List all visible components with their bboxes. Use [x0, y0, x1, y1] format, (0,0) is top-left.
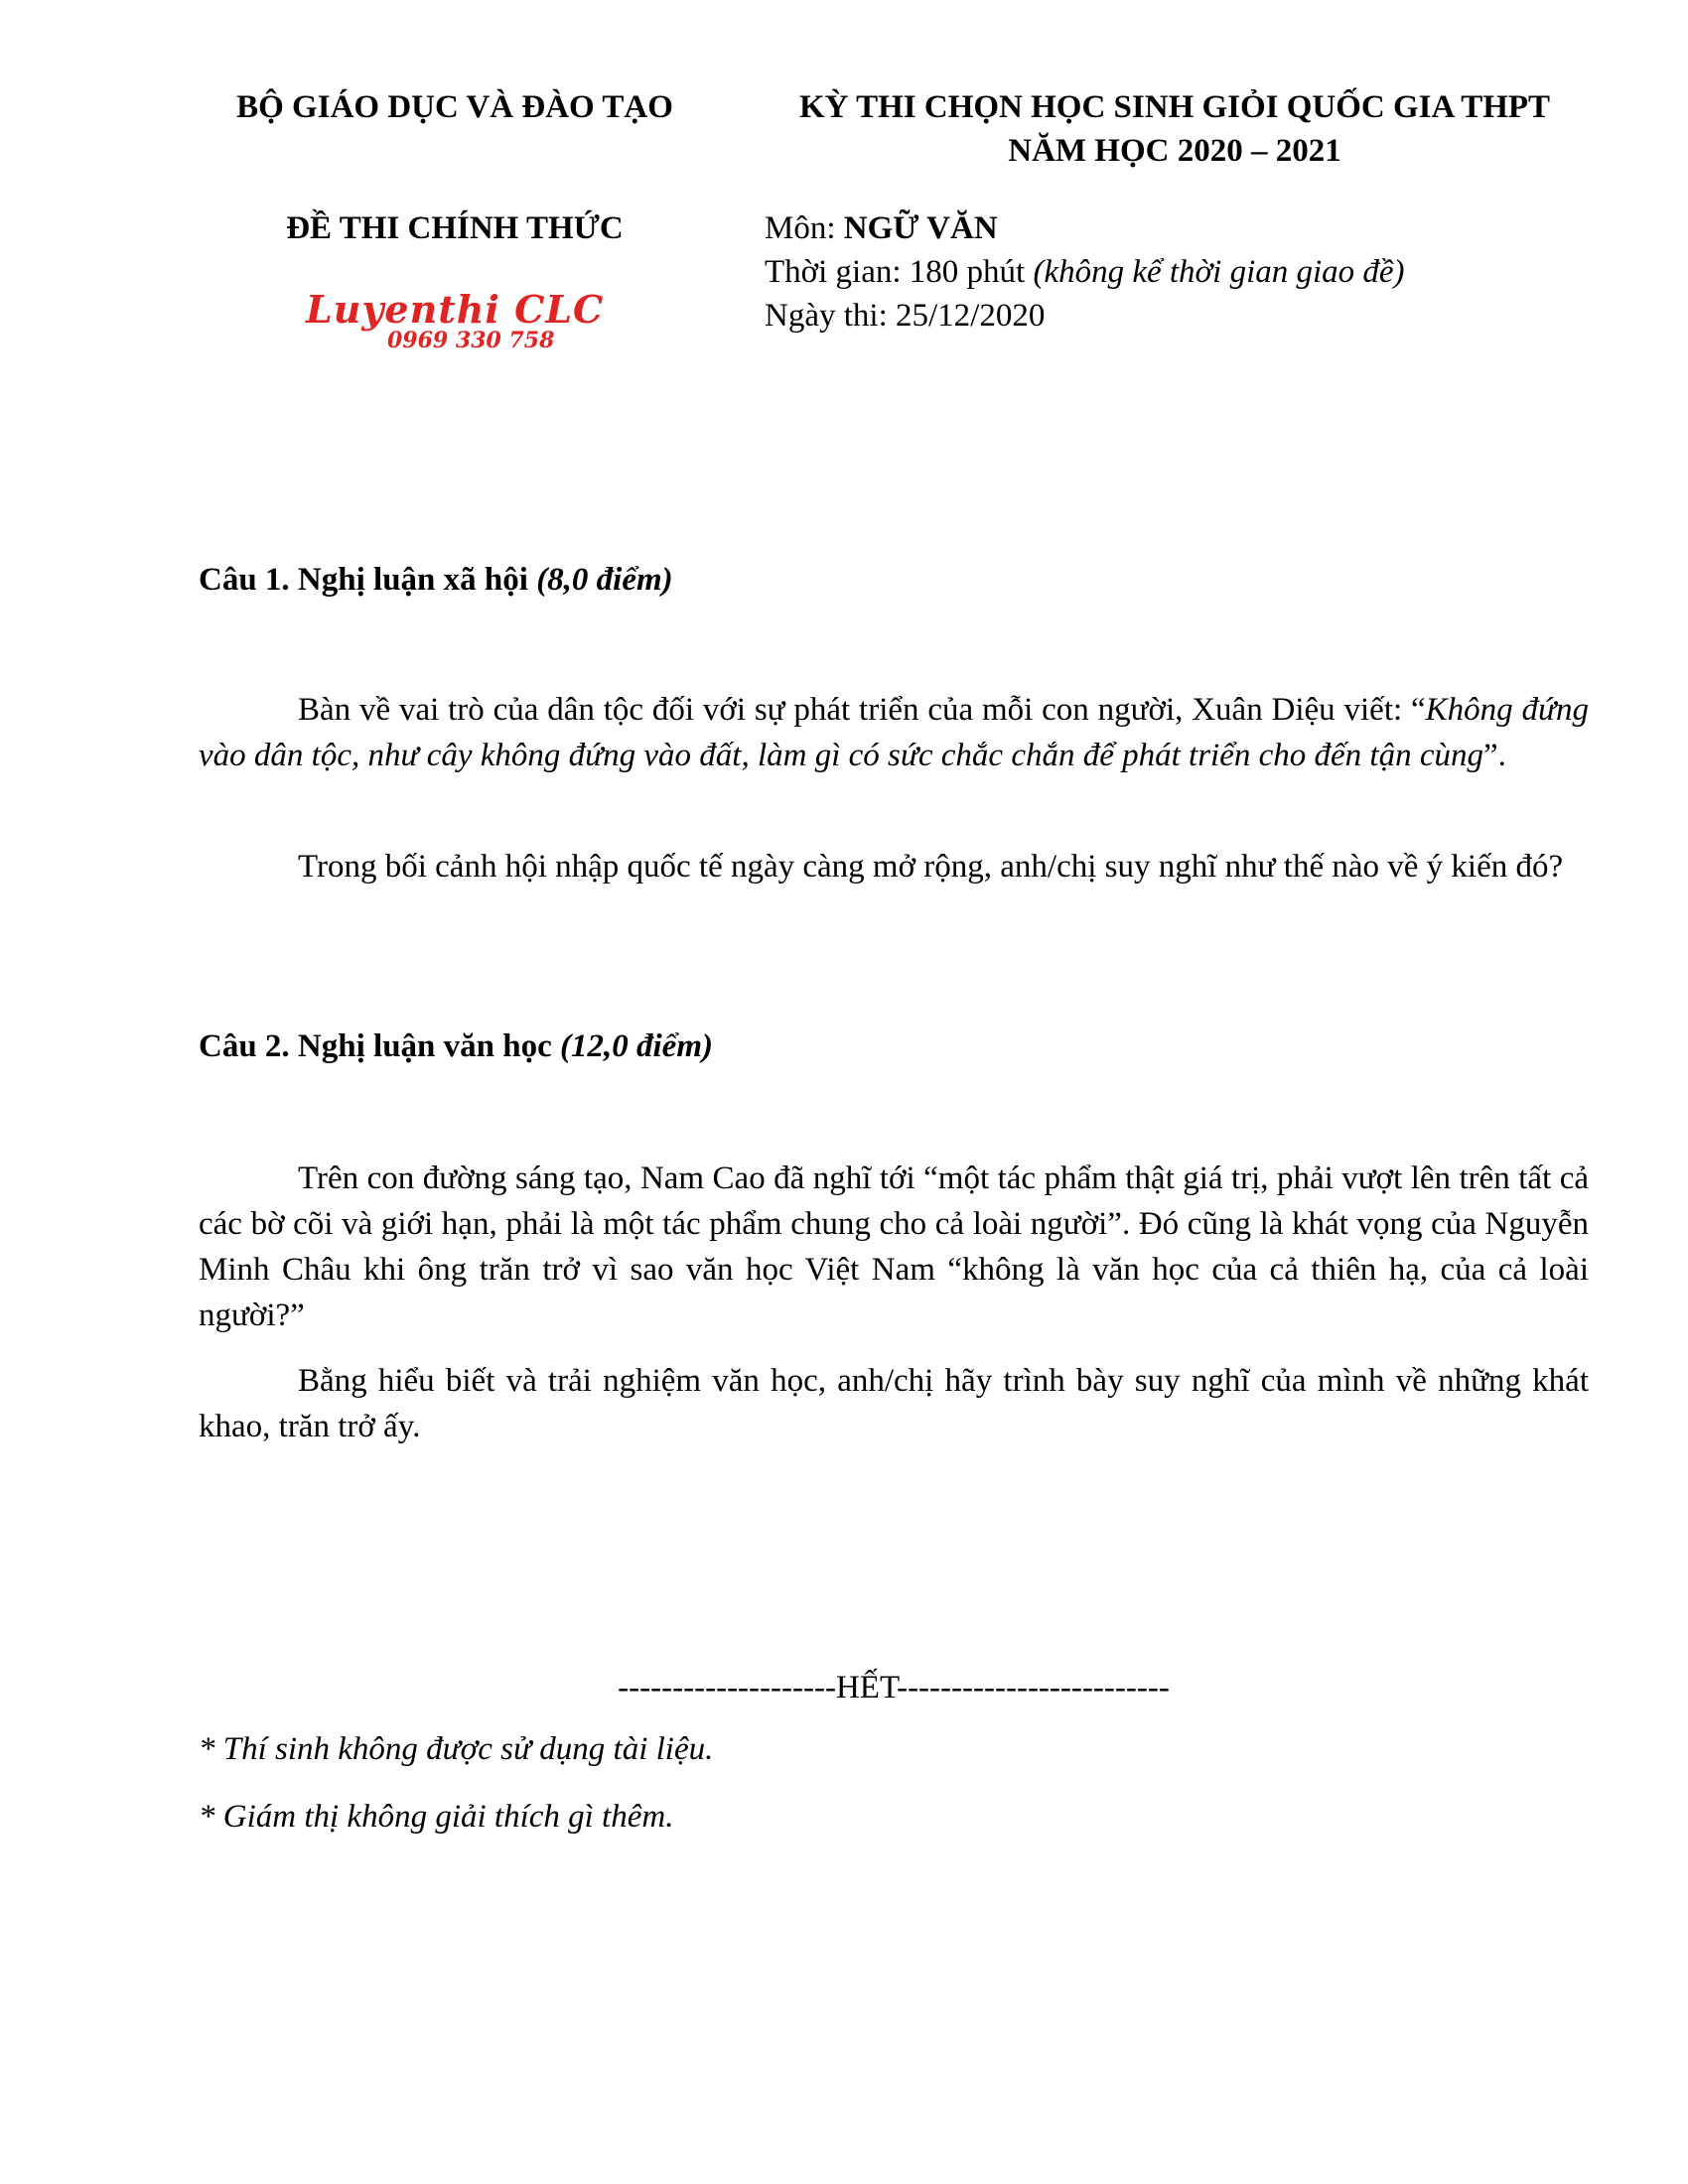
question1-points: (8,0 điểm): [536, 562, 673, 598]
note-no-materials: * Thí sinh không được sử dụng tài liệu.: [199, 1731, 714, 1767]
question1-title: Câu 1. Nghị luận xã hội: [199, 562, 537, 598]
ministry-name: BỘ GIÁO DỤC VÀ ĐÀO TẠO: [236, 89, 673, 125]
exam-title-line2: NĂM HỌC 2020 – 2021: [1008, 133, 1341, 169]
question1-quote-end: ”.: [1482, 738, 1506, 773]
question2-heading: [199, 1024, 713, 1068]
question1-paragraph2: Trong bối cảnh hội nhập quốc tế ngày càng mở rộng, anh/chị suy nghĩ như thế nào về ý kiến đó?: [298, 849, 1564, 885]
exam-date: Ngày thi: 25/12/2020: [765, 298, 1046, 334]
time-prefix: Thời gian: 180 phút: [765, 254, 1034, 290]
question2-title: Câu 2. Nghị luận văn học: [199, 1028, 561, 1064]
subject-line: [765, 206, 1405, 250]
exam-info-block: [765, 206, 1405, 338]
question2-paragraph1: Trên con đường sáng tạo, Nam Cao đã nghĩ tới “một tác phẩm thật giá trị, phải vượt lên trên tất cả các bờ cõi và giới hạn, phải là một tác phẩm chung cho cả loài người”. Đó cũng là khát vọng của Nguyễn Minh Châu khi ông trăn trở vì sao văn học Việt Nam “không là văn học của cả thiên hạ, của cả loài người?”: [199, 1160, 1589, 1333]
official-exam-label: ĐỀ THI CHÍNH THỨC: [286, 210, 624, 246]
time-line: [765, 250, 1405, 294]
subject-name: NGỮ VĂN: [843, 210, 998, 246]
logo-phone: 0969 330 758: [387, 328, 555, 353]
question1-quote: Không đứng vào dân tộc, như cây không đứng vào đất, làm gì có sức chắc chắn để phát triển cho đến tận cùng: [199, 692, 1590, 773]
time-note: (không kể thời gian giao đề): [1033, 254, 1405, 290]
question2-points: (12,0 điểm): [560, 1028, 713, 1064]
question2-paragraph2: Bằng hiểu biết và trải nghiệm văn học, anh/chị hãy trình bày suy nghĩ của mình về những khát khao, trăn trở ấy.: [199, 1363, 1589, 1444]
logo-name: Luyenthi CLC: [306, 287, 605, 332]
question1-heading: [199, 558, 673, 602]
subject-prefix: Môn:: [765, 210, 844, 246]
exam-title-line1: KỲ THI CHỌN HỌC SINH GIỎI QUỐC GIA THPT: [798, 89, 1551, 125]
exam-title: [750, 85, 1600, 173]
question1-paragraph1: [199, 687, 1589, 778]
question1-intro: Bàn về vai trò của dân tộc đối với sự phát triển của mỗi con người, Xuân Diệu viết: “: [298, 692, 1426, 728]
end-marker: --------------------HẾT-------------------------: [618, 1670, 1170, 1706]
note-no-explanation: * Giám thị không giải thích gì thêm.: [199, 1799, 674, 1835]
watermark-logo: [298, 287, 616, 359]
